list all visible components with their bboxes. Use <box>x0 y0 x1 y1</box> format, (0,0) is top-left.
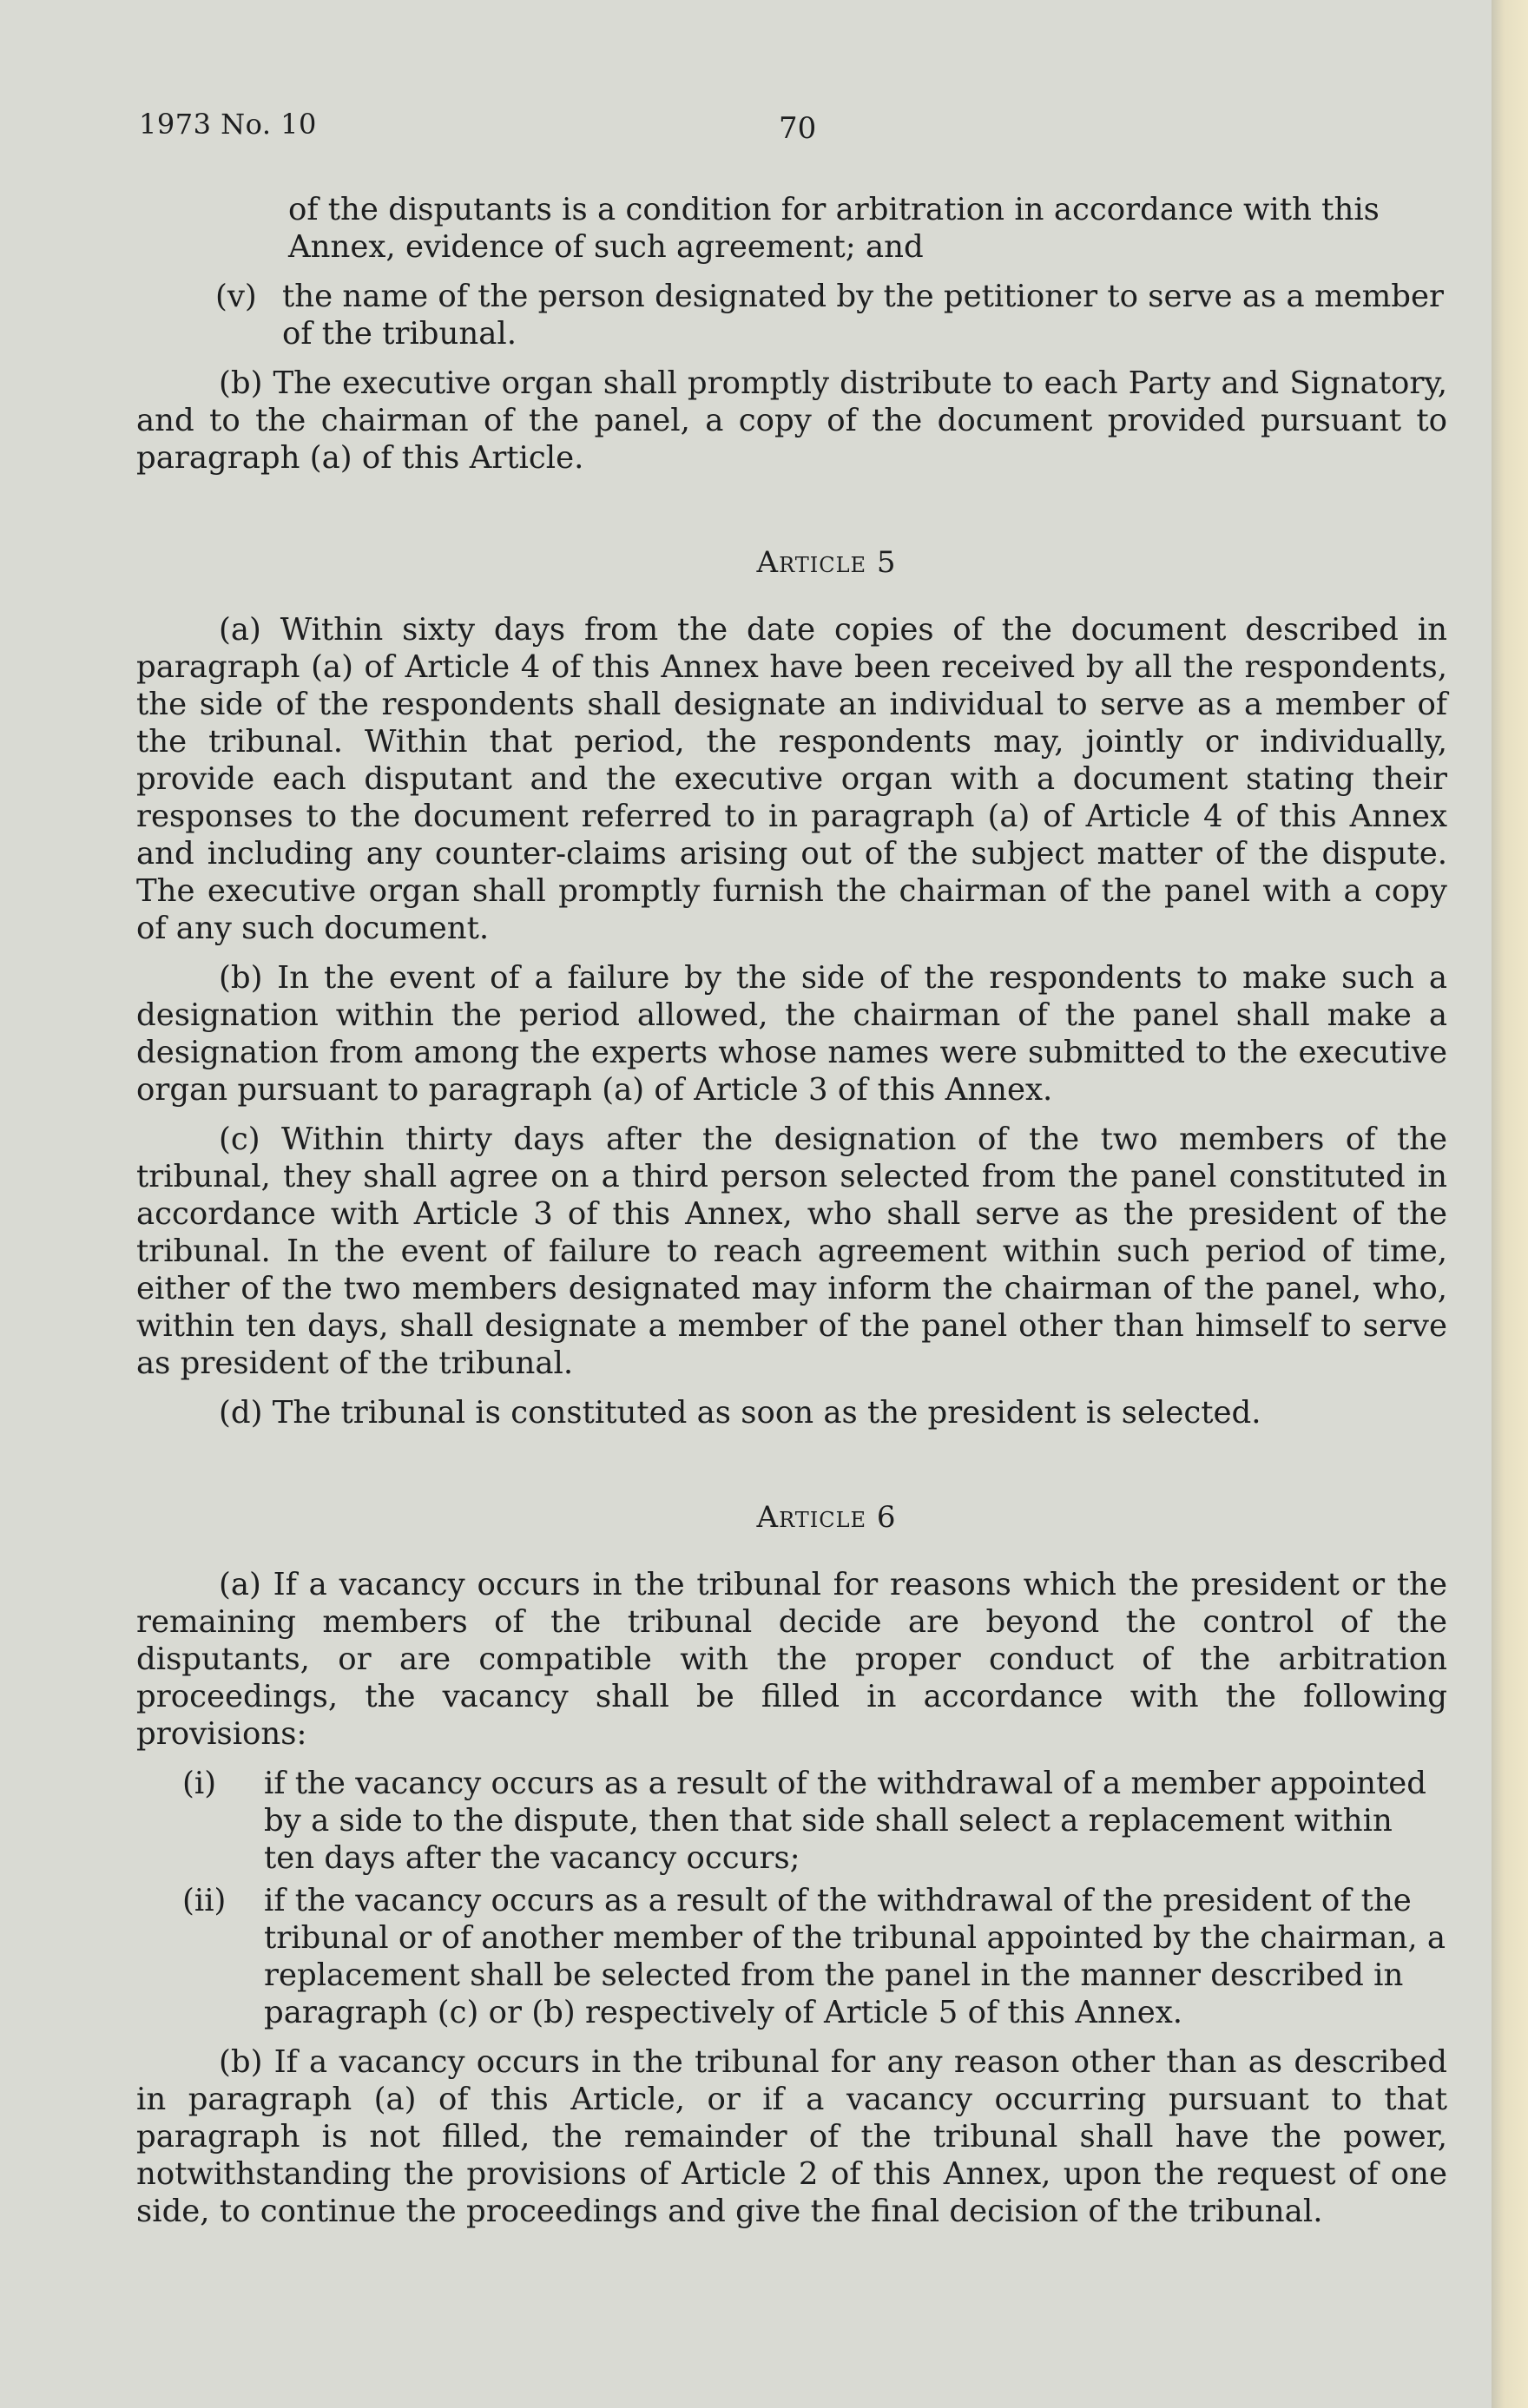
item-number: (v) <box>215 279 257 314</box>
page-edge <box>1492 0 1528 2408</box>
article5-heading: Article 5 <box>756 545 897 580</box>
list-item-i <box>136 1765 1447 1877</box>
article6-paragraph-a: (a) If a vacancy occurs in the tribunal for reasons which the president or the remaining members of the tribunal decide are beyond the control of the disputants, or are compatible with the proper conduct of the arbitration proceedings, the vacancy shall be filled in accordance with the following provisions: <box>136 1567 1447 1752</box>
page-number: 70 <box>779 111 817 146</box>
item-text: if the vacancy occurs as a result of the withdrawal of a member appointed by a side to the dispute, then that side shall select a replacement within ten days after the vacancy occurs; <box>264 1766 1427 1876</box>
list-item-v <box>136 278 1447 352</box>
item-number: (i) <box>182 1766 217 1801</box>
article6-heading: Article 6 <box>756 1500 897 1535</box>
article5-paragraph-d: (d) The tribunal is constituted as soon as the president is selected. <box>219 1395 1261 1431</box>
continuation-text: of the disputants is a condition for arbitration in accordance with this Annex, evidence of such agreement; and <box>288 192 1380 265</box>
document-body <box>136 191 1447 2230</box>
article5-paragraph-a: (a) Within sixty days from the date copies of the document described in paragraph (a) of Article 4 of this Annex have been received by all the respondents, the side of the respondents shall designate an individual to serve as a member of the tribunal. Within that period, the respondents may, jointly or individually, provide each disputant and the executive organ with a document stating their responses to the document referred to in paragraph (a) of Article 4 of this Annex and including any counter-claims arising out of the subject matter of the dispute. The executive organ shall promptly furnish the chairman of the panel with a copy of any such document. <box>136 612 1447 946</box>
list-item-ii <box>136 1882 1447 2031</box>
item-number: (ii) <box>182 1883 227 1918</box>
item-text: if the vacancy occurs as a result of the withdrawal of the president of the tribunal or of another member of the tribunal appointed by the chairman, a replacement shall be selected from the panel in the manner described in paragraph (c) or (b) respectively of Article 5 of this Annex. <box>264 1883 1446 2030</box>
article6-paragraph-b: (b) If a vacancy occurs in the tribunal for any reason other than as described in paragraph (a) of this Article, or if a vacancy occurring pursuant to that paragraph is not filled, the remainder of the tribunal shall have the power, notwithstanding the provisions of Article 2 of this Annex, upon the request of one side, to continue the proceedings and give the final decision of the tribunal. <box>136 2044 1447 2229</box>
running-head: 1973 No. 10 <box>139 108 317 141</box>
article5-paragraph-c: (c) Within thirty days after the designation of the two members of the tribunal, they shall agree on a third person selected from the panel constituted in accordance with Article 3 of this Annex, who shall serve as the president of the tribunal. In the event of failure to reach agreement within such period of time, either of the two members designated may inform the chairman of the panel, who, within ten days, shall designate a member of the panel other than himself to serve as president of the tribunal. <box>136 1122 1447 1381</box>
article4-paragraph-b: (b) The executive organ shall promptly distribute to each Party and Signatory, and to the chairman of the panel, a copy of the document provided pursuant to paragraph (a) of this Article. <box>136 365 1447 476</box>
item-text: the name of the person designated by the petitioner to serve as a member of the tribunal. <box>282 279 1444 352</box>
article5-paragraph-b: (b) In the event of a failure by the side of the respondents to make such a designation within the period allowed, the chairman of the panel shall make a designation from among the experts whose names were submitted to the executive organ pursuant to paragraph (a) of Article 3 of this Annex. <box>136 960 1447 1108</box>
